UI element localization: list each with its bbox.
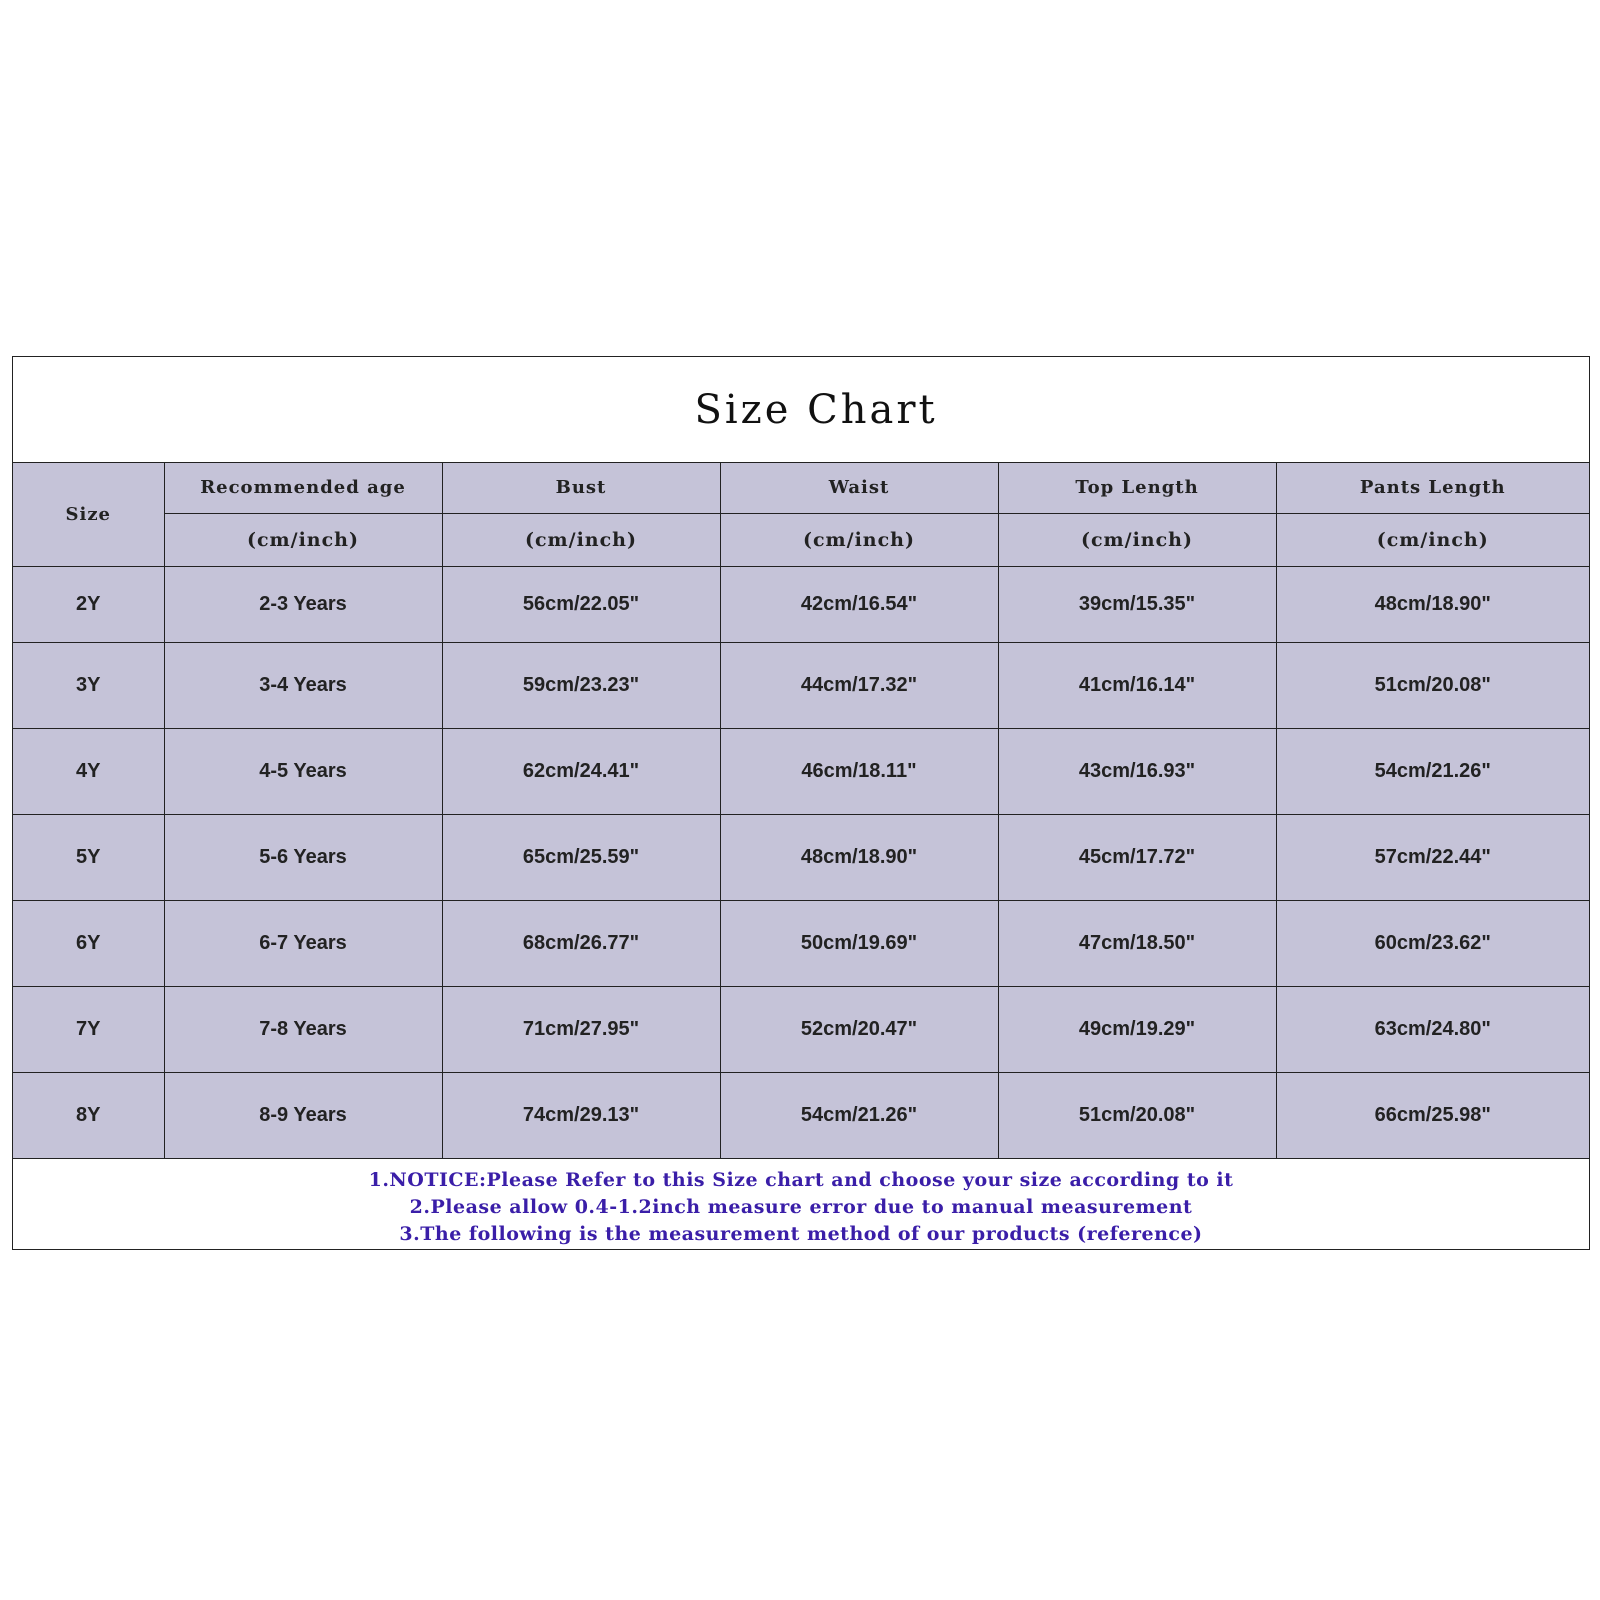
unit-label-pants-length: (cm/inch) (1276, 513, 1589, 566)
note-line: 3.The following is the measurement method of our products (reference) (399, 1222, 1203, 1245)
title-band (13, 357, 1589, 463)
cell-bust: 56cm/22.05" (442, 566, 720, 642)
table-row (13, 566, 1589, 642)
cell-size: 4Y (13, 728, 164, 814)
cell-waist: 48cm/18.90" (720, 814, 998, 900)
unit-row (13, 513, 1589, 566)
column-header-top-length: Top Length (998, 463, 1276, 513)
cell-bust: 68cm/26.77" (442, 900, 720, 986)
cell-age: 5-6 Years (164, 814, 442, 900)
cell-pants-length: 63cm/24.80" (1276, 986, 1589, 1072)
cell-waist: 52cm/20.47" (720, 986, 998, 1072)
cell-pants-length: 66cm/25.98" (1276, 1072, 1589, 1158)
cell-size: 5Y (13, 814, 164, 900)
cell-waist: 46cm/18.11" (720, 728, 998, 814)
cell-age: 4-5 Years (164, 728, 442, 814)
column-header-size: Size (13, 463, 164, 566)
cell-bust: 59cm/23.23" (442, 642, 720, 728)
cell-pants-length: 48cm/18.90" (1276, 566, 1589, 642)
unit-label-age: (cm/inch) (164, 513, 442, 566)
unit-label-waist: (cm/inch) (720, 513, 998, 566)
cell-waist: 50cm/19.69" (720, 900, 998, 986)
size-chart-title: Size Chart (694, 386, 938, 433)
size-chart (12, 356, 1590, 1250)
cell-age: 6-7 Years (164, 900, 442, 986)
notes-section (13, 1165, 1589, 1249)
cell-top-length: 43cm/16.93" (998, 728, 1276, 814)
unit-label-bust: (cm/inch) (442, 513, 720, 566)
cell-pants-length: 51cm/20.08" (1276, 642, 1589, 728)
cell-size: 7Y (13, 986, 164, 1072)
cell-top-length: 51cm/20.08" (998, 1072, 1276, 1158)
cell-pants-length: 60cm/23.62" (1276, 900, 1589, 986)
cell-pants-length: 57cm/22.44" (1276, 814, 1589, 900)
column-header-waist: Waist (720, 463, 998, 513)
cell-waist: 44cm/17.32" (720, 642, 998, 728)
table-row (13, 642, 1589, 728)
table-row (13, 900, 1589, 986)
cell-size: 3Y (13, 642, 164, 728)
cell-pants-length: 54cm/21.26" (1276, 728, 1589, 814)
cell-age: 3-4 Years (164, 642, 442, 728)
cell-size: 8Y (13, 1072, 164, 1158)
note-line: 2.Please allow 0.4-1.2inch measure error due to manual measurement (409, 1195, 1193, 1218)
column-header-pants-length: Pants Length (1276, 463, 1589, 513)
cell-top-length: 49cm/19.29" (998, 986, 1276, 1072)
cell-top-length: 41cm/16.14" (998, 642, 1276, 728)
column-header-bust: Bust (442, 463, 720, 513)
note-line: 1.NOTICE:Please Refer to this Size chart and choose your size according to it (368, 1168, 1234, 1191)
cell-bust: 74cm/29.13" (442, 1072, 720, 1158)
cell-age: 2-3 Years (164, 566, 442, 642)
cell-top-length: 47cm/18.50" (998, 900, 1276, 986)
cell-age: 7-8 Years (164, 986, 442, 1072)
unit-label-top-length: (cm/inch) (998, 513, 1276, 566)
cell-waist: 54cm/21.26" (720, 1072, 998, 1158)
column-header-age: Recommended age (164, 463, 442, 513)
table-row (13, 814, 1589, 900)
cell-top-length: 45cm/17.72" (998, 814, 1276, 900)
size-table (13, 463, 1589, 1159)
table-row (13, 728, 1589, 814)
header-row (13, 463, 1589, 513)
table-row (13, 1072, 1589, 1158)
cell-size: 6Y (13, 900, 164, 986)
cell-waist: 42cm/16.54" (720, 566, 998, 642)
cell-size: 2Y (13, 566, 164, 642)
table-row (13, 986, 1589, 1072)
cell-age: 8-9 Years (164, 1072, 442, 1158)
cell-bust: 62cm/24.41" (442, 728, 720, 814)
cell-bust: 71cm/27.95" (442, 986, 720, 1072)
cell-top-length: 39cm/15.35" (998, 566, 1276, 642)
cell-bust: 65cm/25.59" (442, 814, 720, 900)
